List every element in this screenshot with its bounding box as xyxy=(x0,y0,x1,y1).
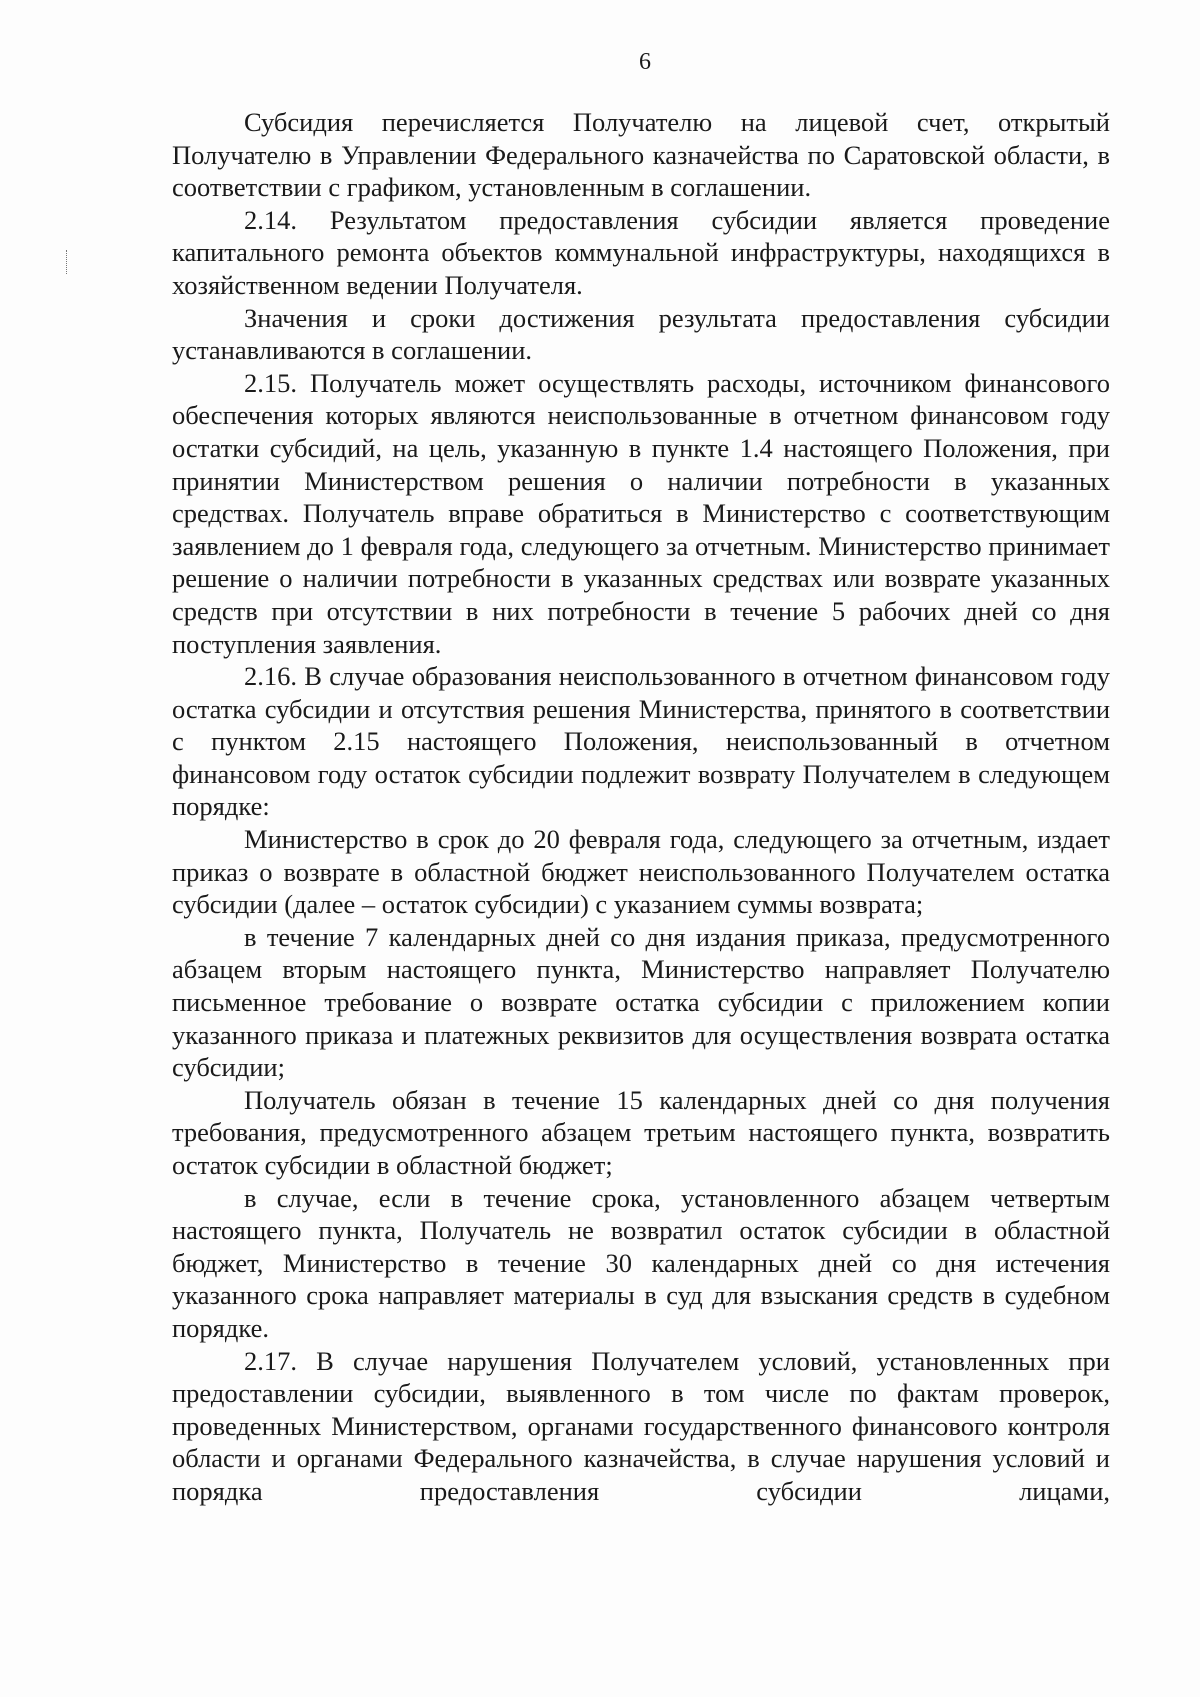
document-body xyxy=(172,106,1110,1508)
paragraph-2-17: 2.17. В случае нарушения Получателем условий, установленных при предоставлении субсидии, выявленного в том числе по фактам проверок, проведенных Министерством, органами государственного финансового контроля области и органами Федерального казначейства, в случае нарушения условий и порядка предоставления субсидии лицами, xyxy=(172,1345,1110,1506)
paragraph-2-15: 2.15. Получатель может осуществлять расходы, источником финансового обеспечения которых являются неиспользованные в отчетном финансовом году остатки субсидий, на цель, указанную в пункте 1.4 настоящего Положения, при принятии Министерством решения о наличии потребности в указанных средствах. Получатель вправе обратиться в Министерство с соответствующим заявлением до 1 февраля года, следующего за отчетным. Министерство принимает решение о наличии потребности в указанных средствах или возврате указанных средств при отсутствии в них потребности в течение 5 рабочих дней со дня поступления заявления. xyxy=(172,367,1110,659)
paragraph-subsidy-transfer: Субсидия перечисляется Получателю на лицевой счет, открытый Получателю в Управлении Федерального казначейства по Саратовской области, в соответствии с графиком, установленным в соглашении. xyxy=(172,107,1110,203)
paragraph-ministry-order: Министерство в срок до 20 февраля года, следующего за отчетным, издает приказ о возврате в областной бюджет неиспользованного Получателем остатка субсидии (далее – остаток субсидии) с указанием суммы возврата; xyxy=(172,824,1110,920)
paragraph-2-16: 2.16. В случае образования неиспользованного в отчетном финансовом году остатка субсидии и отсутствия решения Министерства, принятого в соответствии с пунктом 2.15 настоящего Положения, неиспользованный в отчетном финансовом году остаток субсидии подлежит возврату Получателем в следующем порядке: xyxy=(172,661,1110,822)
paragraph-result-values: Значения и сроки достижения результата предоставления субсидии устанавливаются в соглашении. xyxy=(172,302,1110,366)
paragraph-court: в случае, если в течение срока, установленного абзацем четвертым настоящего пункта, Получатель не возвратил остаток субсидии в областной бюджет, Министерство в течение 30 календарных дней со дня истечения указанного срока направляет материалы в суд для взыскания средств в судебном порядке. xyxy=(172,1182,1110,1343)
margin-mark xyxy=(66,250,73,274)
paragraph-fifteen-days: Получатель обязан в течение 15 календарных дней со дня получения требования, предусмотренного абзацем третьим настоящего пункта, возвратить остаток субсидии в областной бюджет; xyxy=(172,1084,1110,1180)
paragraph-seven-days: в течение 7 календарных дней со дня издания приказа, предусмотренного абзацем вторым настоящего пункта, Министерство направляет Получателю письменное требование о возврате остатка субсидии с приложением копии указанного приказа и платежных реквизитов для осуществления возврата остатка субсидии; xyxy=(172,921,1110,1083)
page-number: 6 xyxy=(639,49,651,75)
paragraph-2-14: 2.14. Результатом предоставления субсидии является проведение капитального ремонта объектов коммунальной инфраструктуры, находящихся в хозяйственном ведении Получателя. xyxy=(172,204,1110,300)
